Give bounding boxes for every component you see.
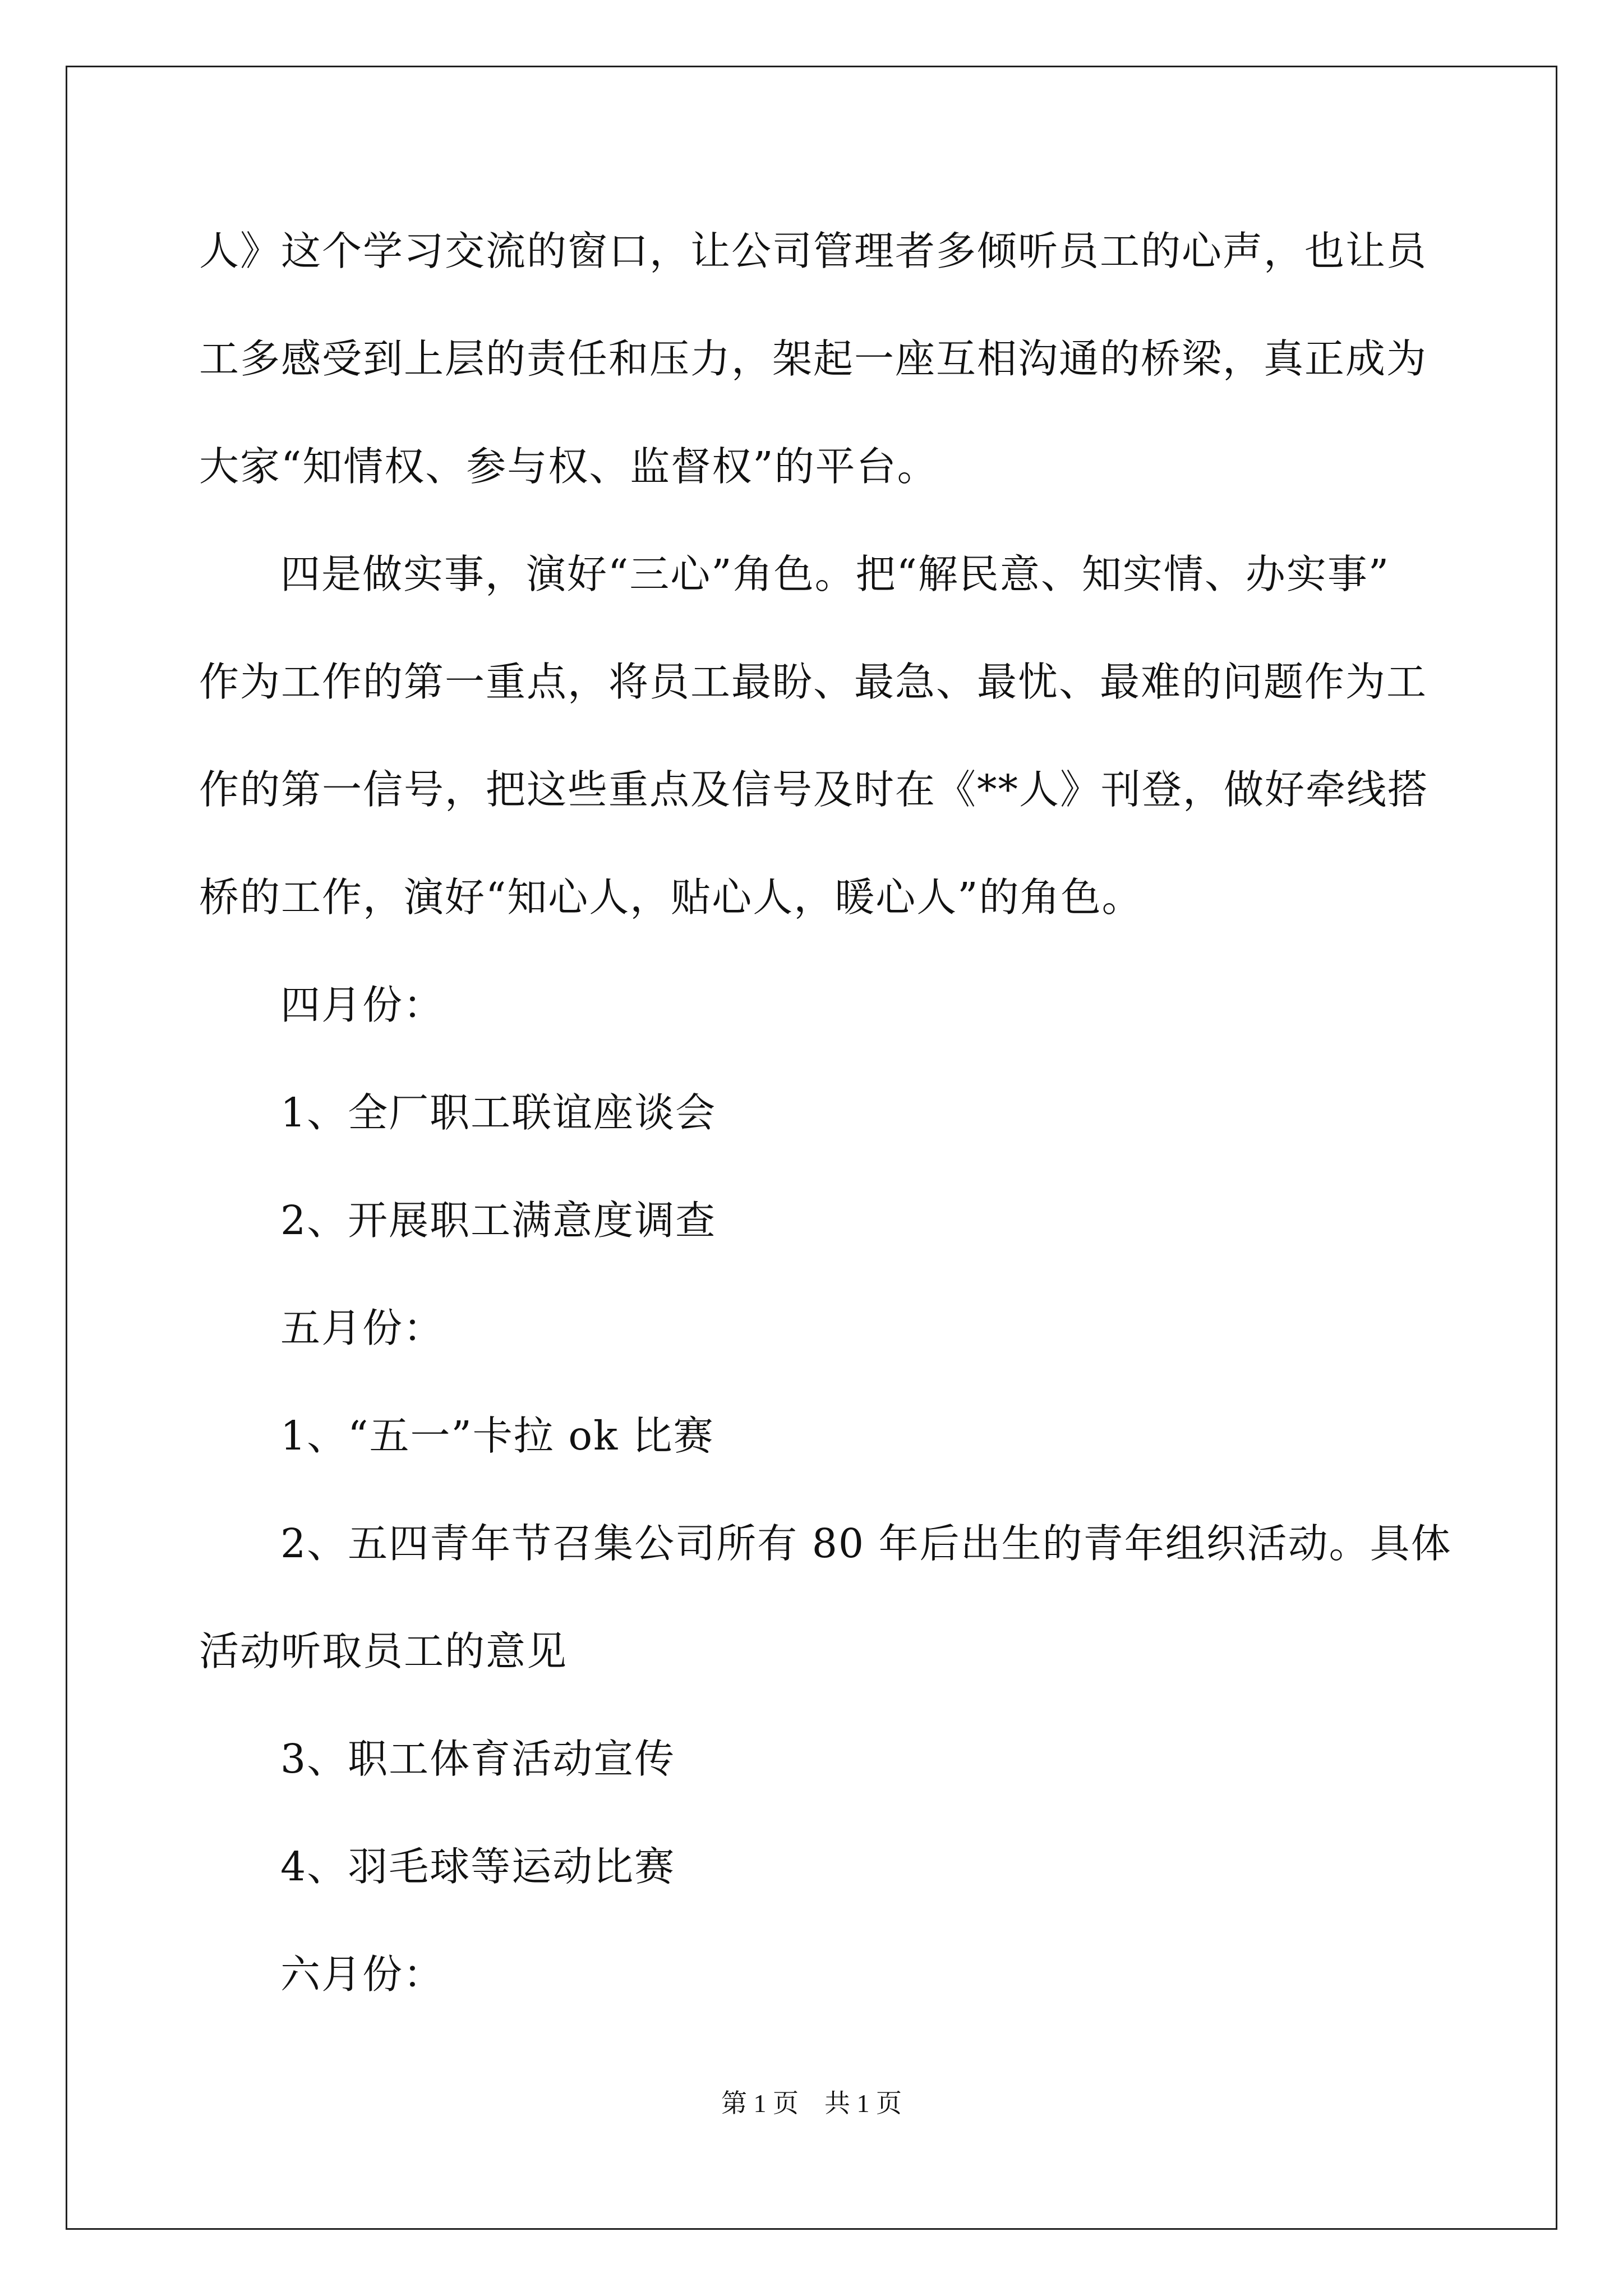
paragraph-line: 作为工作的第一重点，将员工最盼、最急、最忧、最难的问题作为工 (199, 659, 1428, 705)
list-item: 1、全厂职工联谊座谈会 (280, 1089, 717, 1136)
section-heading-april: 四月份： (280, 982, 445, 1028)
paragraph-line: 作的第一信号，把这些重点及信号及时在《**人》刊登，做好牵线搭 (199, 766, 1429, 813)
list-item: 1、“五一”卡拉 ok 比赛 (280, 1412, 714, 1459)
section-heading-may: 五月份： (280, 1305, 445, 1351)
page-number-footer: 第 1 页 共 1 页 (721, 2089, 902, 2118)
paragraph-line: 人》这个学习交流的窗口，让公司管理者多倾听员工的心声，也让员 (199, 228, 1428, 274)
section-heading-june: 六月份： (280, 1951, 445, 1998)
paragraph-line: 大家“知情权、参与权、监督权”的平台。 (199, 443, 938, 490)
list-item: 2、五四青年节召集公司所有 80 年后出生的青年组织活动。具体 (280, 1520, 1452, 1567)
list-item: 4、羽毛球等运动比赛 (280, 1843, 676, 1890)
list-item: 2、开展职工满意度调查 (280, 1197, 717, 1244)
paragraph-line: 桥的工作，演好“知心人，贴心人，暖心人”的角色。 (199, 874, 1143, 921)
paragraph-line: 工多感受到上层的责任和压力，架起一座互相沟通的桥梁，真正成为 (199, 335, 1428, 382)
paragraph-line: 四是做实事，演好“三心”角色。把“解民意、知实情、办实事” (280, 551, 1390, 597)
list-item: 3、职工体育活动宣传 (280, 1736, 676, 1782)
list-item-continuation: 活动听取员工的意见 (199, 1628, 568, 1674)
